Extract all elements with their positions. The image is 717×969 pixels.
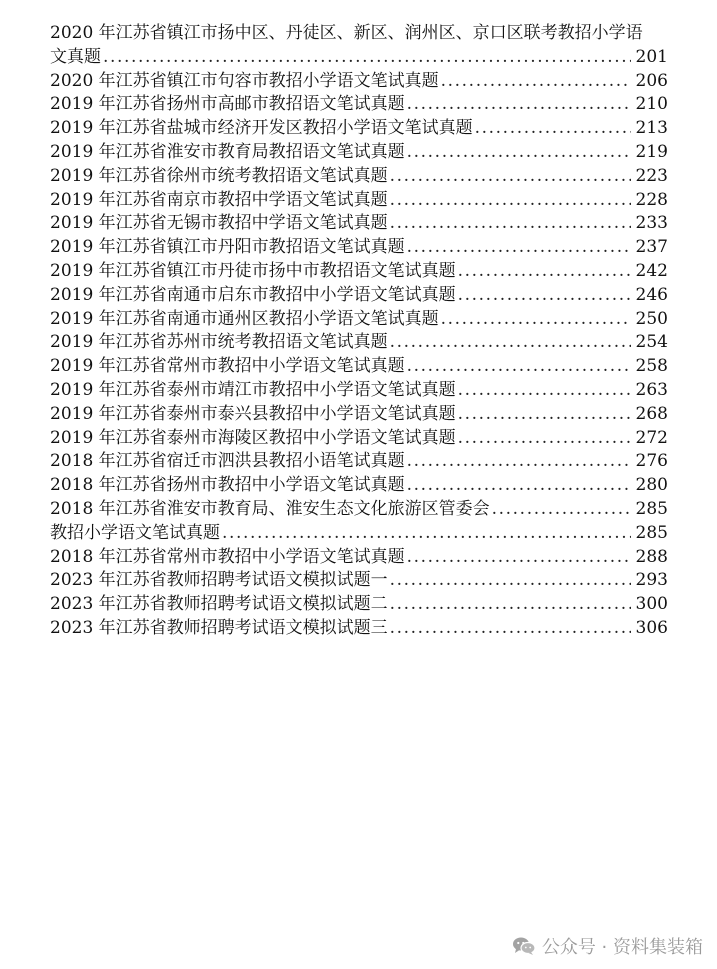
toc-line	[50, 379, 668, 403]
toc-line	[50, 308, 668, 332]
toc-entry	[50, 427, 668, 451]
toc-line	[50, 450, 668, 474]
toc-leader-dots	[390, 165, 631, 189]
toc-title: 2019 年江苏省常州市教招中小学语文笔试真题	[50, 356, 405, 377]
toc-entry	[50, 236, 668, 260]
toc-line	[50, 403, 668, 427]
toc-leader-dots	[407, 236, 631, 260]
toc-page-number: 242	[635, 260, 668, 281]
watermark	[512, 933, 703, 959]
toc-line	[50, 427, 668, 451]
table-of-contents	[50, 22, 668, 641]
toc-line	[50, 498, 668, 522]
toc-leader-dots	[441, 70, 631, 94]
toc-entry	[50, 617, 668, 641]
toc-page-number: 276	[635, 451, 668, 472]
toc-line	[50, 236, 668, 260]
toc-line	[50, 46, 668, 70]
toc-entry	[50, 450, 668, 474]
toc-leader-dots	[492, 498, 631, 522]
toc-title: 2019 年江苏省扬州市高邮市教招语文笔试真题	[50, 94, 405, 115]
toc-entry	[50, 141, 668, 165]
toc-title: 教招小学语文笔试真题	[50, 522, 220, 543]
toc-line	[50, 355, 668, 379]
toc-title: 文真题	[50, 46, 101, 67]
toc-leader-dots	[407, 141, 631, 165]
toc-title: 2019 年江苏省南通市启东市教招中小学语文笔试真题	[50, 284, 456, 305]
watermark-text: 公众号 · 资料集装箱	[541, 937, 703, 958]
toc-line	[50, 212, 668, 236]
toc-entry	[50, 284, 668, 308]
toc-line	[50, 141, 668, 165]
toc-entry	[50, 379, 668, 403]
toc-page-number: 300	[635, 594, 668, 615]
toc-page-number: 288	[635, 546, 668, 567]
toc-entry	[50, 355, 668, 379]
toc-page-number: 272	[635, 427, 668, 448]
toc-leader-dots	[458, 260, 631, 284]
toc-leader-dots	[458, 284, 631, 308]
toc-page-number: 223	[635, 165, 668, 186]
toc-title: 2019 年江苏省苏州市统考教招语文笔试真题	[50, 332, 388, 353]
toc-title: 2019 年江苏省泰州市海陵区教招中小学语文笔试真题	[50, 427, 456, 448]
toc-title: 2019 年江苏省徐州市统考教招语文笔试真题	[50, 165, 388, 186]
toc-title: 2023 年江苏省教师招聘考试语文模拟试题三	[50, 617, 388, 638]
toc-page-number: 285	[635, 498, 668, 519]
toc-line	[50, 331, 668, 355]
toc-page-number: 254	[635, 332, 668, 353]
toc-entry	[50, 22, 668, 70]
toc-page-number: 233	[635, 213, 668, 234]
toc-leader-dots	[407, 93, 631, 117]
toc-line	[50, 189, 668, 213]
toc-entry	[50, 212, 668, 236]
toc-entry	[50, 522, 668, 546]
toc-title: 2019 年江苏省泰州市泰兴县教招中小学语文笔试真题	[50, 403, 456, 424]
toc-title: 2019 年江苏省盐城市经济开发区教招小学语文笔试真题	[50, 118, 473, 139]
toc-title: 2018 年江苏省宿迁市泗洪县教招小语笔试真题	[50, 451, 405, 472]
toc-entry	[50, 260, 668, 284]
toc-leader-dots	[390, 212, 631, 236]
toc-entry	[50, 403, 668, 427]
toc-entry	[50, 70, 668, 94]
toc-entry	[50, 117, 668, 141]
toc-line	[50, 546, 668, 570]
toc-leader-dots	[458, 379, 631, 403]
toc-leader-dots	[441, 308, 631, 332]
toc-line	[50, 522, 668, 546]
toc-entry	[50, 93, 668, 117]
toc-page-number: 306	[635, 617, 668, 638]
toc-leader-dots	[407, 355, 631, 379]
toc-leader-dots	[458, 403, 631, 427]
toc-title: 2019 年江苏省镇江市丹徒市扬中市教招语文笔试真题	[50, 260, 456, 281]
toc-page-number: 228	[635, 189, 668, 210]
toc-title: 2020 年江苏省镇江市扬中区、丹徒区、新区、润州区、京口区联考教招小学语	[50, 23, 643, 43]
toc-entry	[50, 474, 668, 498]
toc-title: 2019 年江苏省泰州市靖江市教招中小学语文笔试真题	[50, 379, 456, 400]
toc-page-number: 258	[635, 356, 668, 377]
toc-leader-dots	[103, 46, 631, 70]
toc-line	[50, 617, 668, 641]
toc-title: 2019 年江苏省南京市教招中学语文笔试真题	[50, 189, 388, 210]
toc-leader-dots	[390, 189, 631, 213]
toc-line	[50, 569, 668, 593]
toc-line	[50, 165, 668, 189]
toc-line	[50, 93, 668, 117]
toc-page-number: 201	[635, 46, 668, 67]
toc-title: 2019 年江苏省无锡市教招中学语文笔试真题	[50, 213, 388, 234]
toc-leader-dots	[407, 450, 631, 474]
toc-leader-dots	[390, 331, 631, 355]
toc-title: 2023 年江苏省教师招聘考试语文模拟试题二	[50, 594, 388, 615]
toc-leader-dots	[407, 474, 631, 498]
toc-page-number: 250	[635, 308, 668, 329]
toc-leader-dots	[390, 593, 631, 617]
toc-line	[50, 117, 668, 141]
toc-line	[50, 474, 668, 498]
wechat-icon	[512, 936, 536, 956]
toc-title: 2018 年江苏省淮安市教育局、淮安生态文化旅游区管委会	[50, 498, 490, 519]
toc-page-number: 219	[635, 141, 668, 162]
toc-page-number: 206	[635, 70, 668, 91]
toc-line	[50, 284, 668, 308]
toc-title: 2018 年江苏省常州市教招中小学语文笔试真题	[50, 546, 405, 567]
toc-leader-dots	[222, 522, 631, 546]
toc-entry	[50, 308, 668, 332]
toc-entry	[50, 498, 668, 522]
toc-entry	[50, 331, 668, 355]
toc-entry	[50, 569, 668, 593]
toc-line	[50, 260, 668, 284]
toc-line	[50, 593, 668, 617]
toc-page-number: 246	[635, 284, 668, 305]
toc-line	[50, 22, 668, 46]
toc-line	[50, 70, 668, 94]
toc-title: 2019 年江苏省淮安市教育局教招语文笔试真题	[50, 141, 405, 162]
toc-page-number: 210	[635, 94, 668, 115]
toc-entry	[50, 165, 668, 189]
toc-page-number: 213	[635, 118, 668, 139]
toc-entry	[50, 593, 668, 617]
toc-title: 2023 年江苏省教师招聘考试语文模拟试题一	[50, 570, 388, 591]
toc-page-number: 263	[635, 379, 668, 400]
toc-title: 2019 年江苏省南通市通州区教招小学语文笔试真题	[50, 308, 439, 329]
toc-page-number: 237	[635, 237, 668, 258]
toc-page-number: 268	[635, 403, 668, 424]
toc-title: 2020 年江苏省镇江市句容市教招小学语文笔试真题	[50, 70, 439, 91]
toc-leader-dots	[458, 427, 631, 451]
toc-leader-dots	[407, 546, 631, 570]
toc-page-number: 280	[635, 475, 668, 496]
toc-page-number: 285	[635, 522, 668, 543]
toc-entry	[50, 189, 668, 213]
toc-leader-dots	[390, 569, 631, 593]
toc-entry	[50, 546, 668, 570]
toc-leader-dots	[390, 617, 631, 641]
toc-title: 2018 年江苏省扬州市教招中小学语文笔试真题	[50, 475, 405, 496]
toc-page-number: 293	[635, 570, 668, 591]
toc-leader-dots	[475, 117, 631, 141]
toc-title: 2019 年江苏省镇江市丹阳市教招语文笔试真题	[50, 237, 405, 258]
